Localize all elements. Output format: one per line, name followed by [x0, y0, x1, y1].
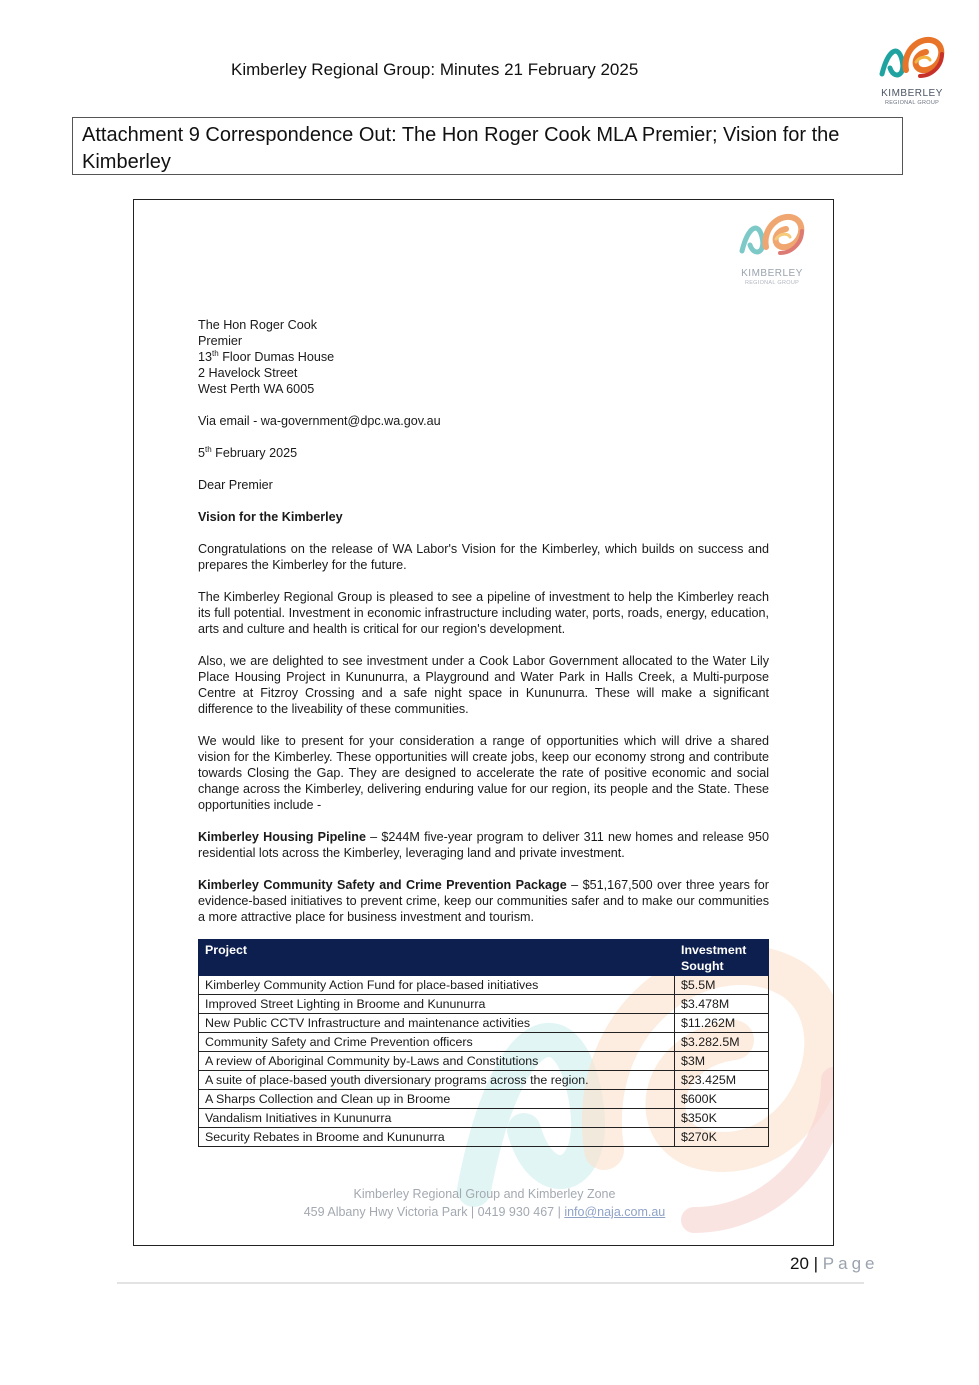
logo-name: KIMBERLEY	[881, 88, 943, 99]
page-header-title: Kimberley Regional Group: Minutes 21 February 2025	[231, 60, 639, 79]
letter-logo	[736, 206, 808, 290]
address-line: 13th Floor Dumas House	[198, 348, 335, 364]
investment-cell: $3.478M	[675, 995, 769, 1014]
project-cell: Community Safety and Crime Prevention officers	[199, 1033, 675, 1052]
investment-cell: $5.5M	[675, 976, 769, 995]
letter-logo-name: KIMBERLEY	[741, 268, 803, 279]
page-number: 20 | Page	[790, 1254, 879, 1273]
table-row	[199, 995, 769, 1014]
table-body	[199, 976, 769, 1147]
table-row	[199, 976, 769, 995]
letter-footer-contact: 459 Albany Hwy Victoria Park | 0419 930 467 | info@naja.com.au	[303, 1205, 666, 1219]
column-header-investment: Investment Sought	[675, 940, 769, 976]
via-email: Via email - wa-government@dpc.wa.gov.au	[198, 414, 441, 428]
investment-cell: $270K	[675, 1128, 769, 1147]
letter-image	[133, 199, 834, 1246]
investment-cell: $3M	[675, 1052, 769, 1071]
investment-cell: $350K	[675, 1109, 769, 1128]
letter-paragraph: Congratulations on the release of WA Labor's Vision for the Kimberley, which builds on success and prepares the Kimberley for the future.	[198, 542, 769, 572]
project-cell: Kimberley Community Action Fund for place-based initiatives	[199, 976, 675, 995]
project-cell: Vandalism Initiatives in Kununurra	[199, 1109, 675, 1128]
investment-cell: $600K	[675, 1090, 769, 1109]
letter-paragraph: The Kimberley Regional Group is pleased to see a pipeline of investment to help the Kimberley reach its full potential. Investment in economic infrastructure including water, ports, roads, energy, education, arts and culture and health is critical for our region's development.	[198, 590, 769, 636]
letter-logo-subtitle: REGIONAL GROUP	[744, 280, 800, 286]
recipient-address	[198, 317, 769, 397]
footer-email-link[interactable]: info@naja.com.au	[564, 1205, 666, 1219]
housing-pipeline-paragraph: Kimberley Housing Pipeline – $244M five-year program to deliver 311 new homes and release 950 residential lots across the Kimberley, leveraging land and private investment.	[198, 830, 769, 860]
table-row	[199, 1128, 769, 1147]
column-header-project: Project	[199, 940, 675, 976]
letter-subject: Vision for the Kimberley	[198, 510, 343, 524]
letter-paragraph: We would like to present for your consideration a range of opportunities which will drive a shared vision for the Kimberley. These opportunities will create jobs, keep our economy strong and contribute towards Closing the Gap. They are designed to accelerate the rate of positive economic and social change across the Kimberley, delivering enduring value for our region, its people and the State. These opportunities include -	[198, 734, 769, 812]
logo-subtitle: REGIONAL GROUP	[884, 100, 940, 106]
project-cell: New Public CCTV Infrastructure and maintenance activities	[199, 1014, 675, 1033]
table-row	[199, 1014, 769, 1033]
table-row	[199, 1052, 769, 1071]
table-row	[199, 1090, 769, 1109]
address-line: 2 Havelock Street	[198, 366, 298, 380]
letter-date: 5th February 2025	[198, 444, 298, 460]
address-line: West Perth WA 6005	[198, 382, 315, 396]
kimberley-swirl-icon	[736, 206, 808, 266]
safety-package-paragraph: Kimberley Community Safety and Crime Prevention Package – $51,167,500 over three years for evidence-based initiatives to prevent crime, keep our communities safer and to make our communities a more attractive place for business investment and tourism.	[198, 878, 769, 924]
letter-paragraph: Also, we are delighted to see investment under a Cook Labor Government allocated to the Water Lily Place Housing Project in Kununurra, a Playground and Water Park in Halls Creek, a Multi-purpose Centre at Fitzroy Crossing and a safe night space in Kununurra. These will make a significant difference to the liveability of these communities.	[198, 654, 769, 716]
attachment-heading-line1: Attachment 9 Correspondence Out: The Hon Roger Cook MLA Premier; Vision for the	[82, 124, 840, 146]
project-cell: A Sharps Collection and Clean up in Broome	[199, 1090, 675, 1109]
letter-body	[198, 317, 769, 1147]
table-header-row	[199, 940, 769, 976]
salutation: Dear Premier	[198, 478, 273, 492]
letter-footer-org: Kimberley Regional Group and Kimberley Zone	[353, 1187, 616, 1201]
address-line: Premier	[198, 334, 243, 348]
bottom-rule	[117, 1282, 864, 1284]
project-cell: Security Rebates in Broome and Kununurra	[199, 1128, 675, 1147]
kimberley-logo	[876, 30, 948, 110]
attachment-heading	[72, 117, 903, 175]
kimberley-swirl-icon	[876, 30, 948, 88]
table-row	[199, 1109, 769, 1128]
table-row	[199, 1033, 769, 1052]
investment-cell: $3.282.5M	[675, 1033, 769, 1052]
investment-cell: $11.262M	[675, 1014, 769, 1033]
attachment-heading-line2: Kimberley	[82, 151, 171, 173]
project-cell: A review of Aboriginal Community by-Laws and Constitutions	[199, 1052, 675, 1071]
project-cell: A suite of place-based youth diversionary programs across the region.	[199, 1071, 675, 1090]
table-row	[199, 1071, 769, 1090]
investment-cell: $23.425M	[675, 1071, 769, 1090]
project-cell: Improved Street Lighting in Broome and Kununurra	[199, 995, 675, 1014]
address-line: The Hon Roger Cook	[198, 318, 318, 332]
investment-table	[198, 939, 769, 1147]
